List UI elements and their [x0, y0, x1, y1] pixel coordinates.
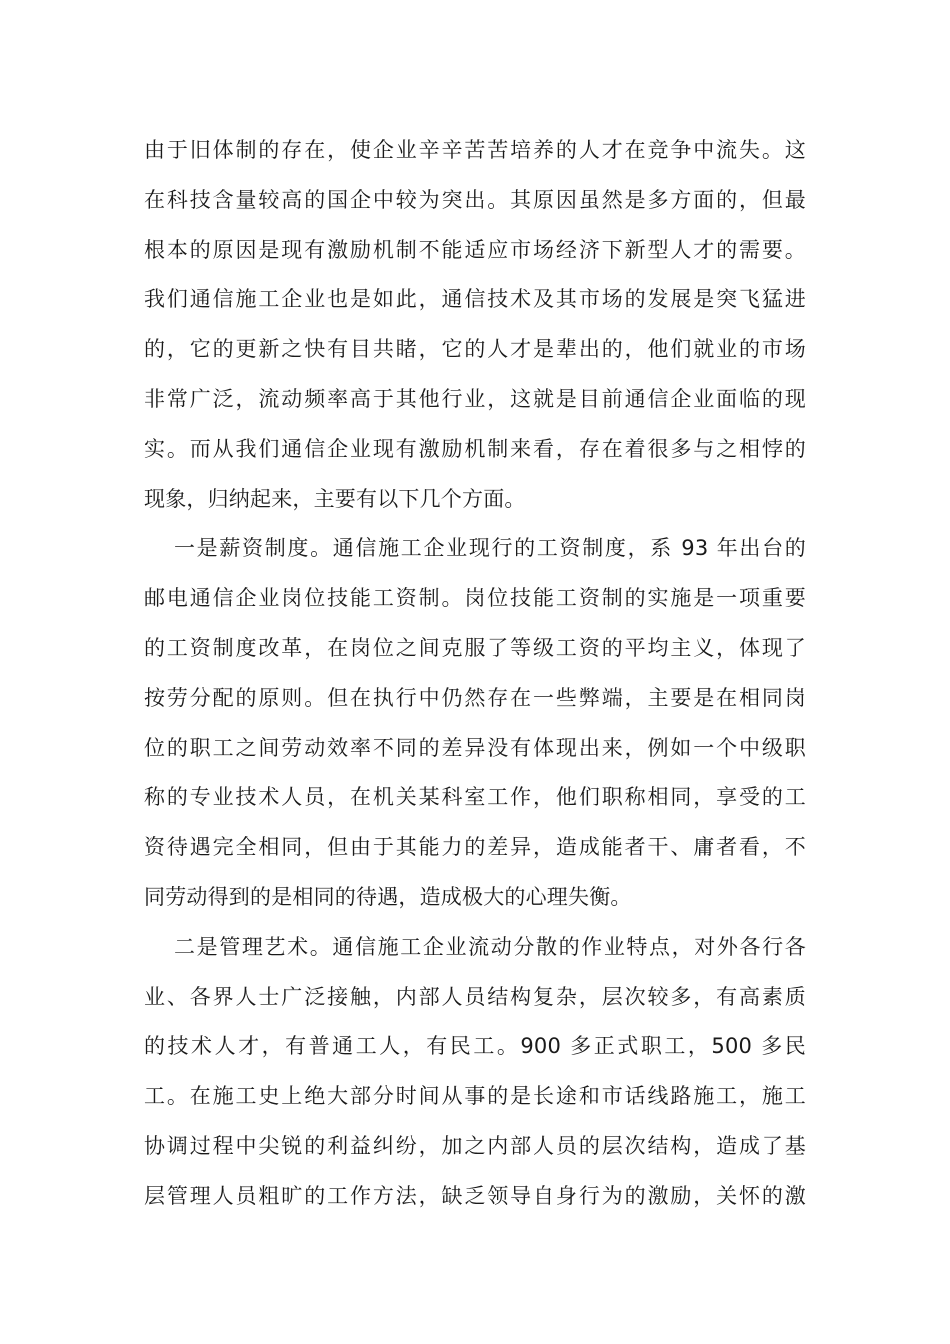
text-line: 由于旧体制的存在，使企业辛辛苦苦培养的人才在竞争中流失。这 — [144, 138, 806, 162]
paragraph-start-line: 二是管理艺术。通信施工企业流动分散的作业特点，对外各行各 — [174, 934, 806, 959]
text-line: 邮电通信企业岗位技能工资制。岗位技能工资制的实施是一项重要 — [144, 586, 806, 611]
text-line: 称的专业技术人员，在机关某科室工作，他们职称相同，享受的工 — [144, 785, 806, 810]
paragraph-start-line: 一是薪资制度。通信施工企业现行的工资制度，系 93 年出台的 — [174, 536, 806, 561]
text-line: 非常广泛，流动频率高于其他行业，这就是目前通信企业面临的现 — [144, 386, 806, 411]
text-line: 层管理人员粗旷的工作方法，缺乏领导自身行为的激励，关怀的激 — [144, 1183, 806, 1208]
text-line: 协调过程中尖锐的利益纠纷，加之内部人员的层次结构，造成了基 — [144, 1133, 806, 1158]
text-line: 现象，归纳起来，主要有以下几个方面。 — [144, 486, 526, 511]
text-line: 资待遇完全相同，但由于其能力的差异，造成能者干、庸者看，不 — [144, 835, 806, 860]
text-line: 实。而从我们通信企业现有激励机制来看，存在着很多与之相悖的 — [144, 436, 806, 461]
text-line: 根本的原因是现有激励机制不能适应市场经济下新型人才的需要。 — [144, 237, 806, 262]
text-line: 的技术人才，有普通工人，有民工。900 多正式职工，500 多民 — [144, 1034, 806, 1059]
text-line: 位的职工之间劳动效率不同的差异没有体现出来，例如一个中级职 — [144, 735, 806, 760]
text-line: 业、各界人士广泛接触，内部人员结构复杂，层次较多，有高素质 — [144, 984, 806, 1009]
text-line: 按劳分配的原则。但在执行中仍然存在一些弊端，主要是在相同岗 — [144, 685, 806, 710]
text-line: 同劳动得到的是相同的待遇，造成极大的心理失衡。 — [144, 884, 632, 909]
text-line: 在科技含量较高的国企中较为突出。其原因虽然是多方面的，但最 — [144, 187, 806, 212]
text-line: 我们通信施工企业也是如此，通信技术及其市场的发展是突飞猛进 — [144, 287, 806, 312]
text-line: 工。在施工史上绝大部分时间从事的是长途和市话线路施工，施工 — [144, 1084, 806, 1109]
text-line: 的，它的更新之快有目共睹，它的人才是辈出的，他们就业的市场 — [144, 337, 806, 362]
text-line: 的工资制度改革，在岗位之间克服了等级工资的平均主义，体现了 — [144, 635, 806, 660]
document-page — [144, 126, 806, 1222]
